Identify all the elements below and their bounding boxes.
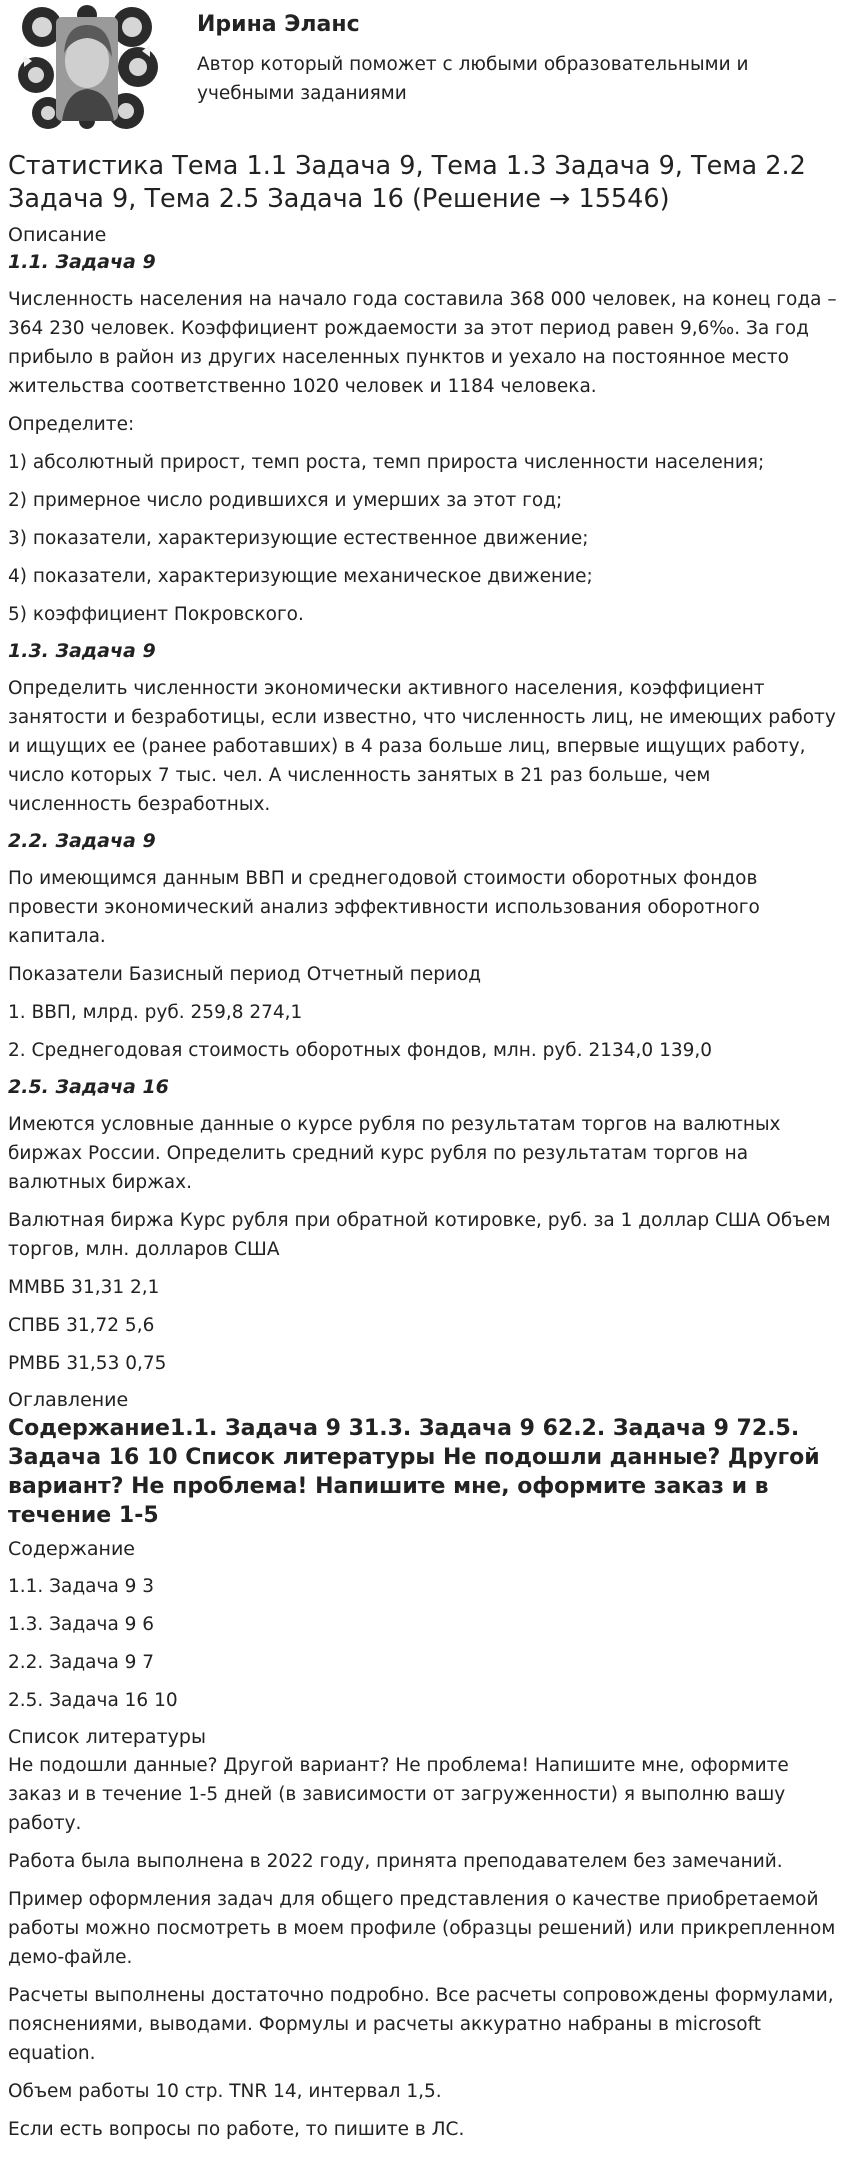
task-paragraph: Имеются условные данные о курсе рубля по результатам торгов на валютных биржах России. Определить средний курс рубля по результатам торгов на валютных биржах. xyxy=(8,1114,781,1193)
author-card xyxy=(8,0,839,140)
task-heading: 1.3. Задача 9 xyxy=(8,640,156,662)
closing-paragraph: Если есть вопросы по работе, то пишите в ЛС. xyxy=(8,2119,465,2140)
task-paragraph: По имеющимся данным ВВП и среднегодовой стоимости оборотных фондов провести экономический анализ эффективности использования оборотного капитала. xyxy=(8,868,760,947)
task-paragraph: Определить численности экономически активного населения, коэффициент занятости и безработицы, если известно, что численность лиц, не имеющих работу и ищущих ее (ранее работавших) в 4 раза больше лиц, впервые ищущих работу, число которых 7 тыс. чел. А численность занятых в 21 раз больше, чем численность безработных. xyxy=(8,678,836,815)
closing-paragraph: Расчеты выполнены достаточно подробно. Все расчеты сопровождены формулами, пояснениями, выводами. Формулы и расчеты аккуратно набраны в microsoft equation. xyxy=(8,1985,834,2064)
contents-item: 1.3. Задача 9 6 xyxy=(8,1614,155,1635)
task-section xyxy=(8,638,839,819)
task-paragraph: 1. ВВП, млрд. руб. 259,8 274,1 xyxy=(8,1002,303,1023)
task-paragraph: 1) абсолютный прирост, темп роста, темп прироста численности населения; xyxy=(8,452,765,473)
work-content xyxy=(8,150,839,2144)
closing-paragraph: Объем работы 10 стр. TNR 14, интервал 1,5. xyxy=(8,2081,442,2102)
task-paragraph: РМВБ 31,53 0,75 xyxy=(8,1353,167,1374)
toc-heading: Содержание1.1. Задача 9 31.3. Задача 9 62.2. Задача 9 72.5. Задача 16 10 Список литературы Не подошли данные? Другой вариант? Не проблема! Напишите мне, оформите заказ и в течение 1-5 xyxy=(8,1416,820,1528)
task-paragraph: 3) показатели, характеризующие естественное движение; xyxy=(8,528,589,549)
task-heading: 1.1. Задача 9 xyxy=(8,251,156,273)
contents-label: Содержание xyxy=(8,1538,135,1560)
task-paragraph: Определите: xyxy=(8,414,135,435)
description-label: Описание xyxy=(8,224,107,246)
contents-item: 2.2. Задача 9 7 xyxy=(8,1652,155,1673)
task-paragraph: 2) примерное число родившихся и умерших за этот год; xyxy=(8,490,563,511)
task-paragraph: ММВБ 31,31 2,1 xyxy=(8,1277,160,1298)
closing-paragraph: Работа была выполнена в 2022 году, принята преподавателем без замечаний. xyxy=(8,1851,783,1872)
page-title: Статистика Тема 1.1 Задача 9, Тема 1.3 Задача 9, Тема 2.2 Задача 9, Тема 2.5 Задача 16 (Решение → 15546) xyxy=(8,151,806,214)
task-section xyxy=(8,1074,839,1378)
author-description: Автор который поможет с любыми образовательными и учебными заданиями xyxy=(197,54,749,104)
toc-label: Оглавление xyxy=(8,1389,129,1411)
task-paragraph: Показатели Базисный период Отчетный период xyxy=(8,964,482,985)
contents-item: 2.5. Задача 16 10 xyxy=(8,1690,178,1711)
author-avatar[interactable] xyxy=(14,5,160,129)
task-paragraph: 5) коэффициент Покровского. xyxy=(8,604,304,625)
author-name[interactable]: Ирина Эланс xyxy=(197,12,360,37)
task-heading: 2.5. Задача 16 xyxy=(8,1076,169,1098)
task-section xyxy=(8,249,839,629)
task-paragraph: 4) показатели, характеризующие механическое движение; xyxy=(8,566,593,587)
task-paragraph: 2. Среднегодовая стоимость оборотных фондов, млн. руб. 2134,0 139,0 xyxy=(8,1040,713,1061)
task-paragraph: Численность населения на начало года составила 368 000 человек, на конец года – 364 230 человек. Коэффициент рождаемости за этот период равен 9,6‰. За год прибыло в район из других населенных пунктов и уехало на постоянное место жительства соответственно 1020 человек и 1184 человека. xyxy=(8,289,837,397)
task-paragraph: СПВБ 31,72 5,6 xyxy=(8,1315,155,1336)
closing-paragraph: Пример оформления задач для общего представления о качестве приобретаемой работы можно посмотреть в моем профиле (образцы решений) или прикрепленном демо-файле. xyxy=(8,1889,836,1968)
literature-label: Список литературы xyxy=(8,1726,206,1748)
task-section xyxy=(8,828,839,1065)
contents-item: 1.1. Задача 9 3 xyxy=(8,1576,155,1597)
task-heading: 2.2. Задача 9 xyxy=(8,830,156,852)
closing-paragraph: Не подошли данные? Другой вариант? Не проблема! Напишите мне, оформите заказ и в течение 1-5 дней (в зависимости от загруженности) я выполню вашу работу. xyxy=(8,1755,789,1834)
task-paragraph: Валютная биржа Курс рубля при обратной котировке, руб. за 1 доллар США Объем торгов, млн. долларов США xyxy=(8,1210,831,1260)
